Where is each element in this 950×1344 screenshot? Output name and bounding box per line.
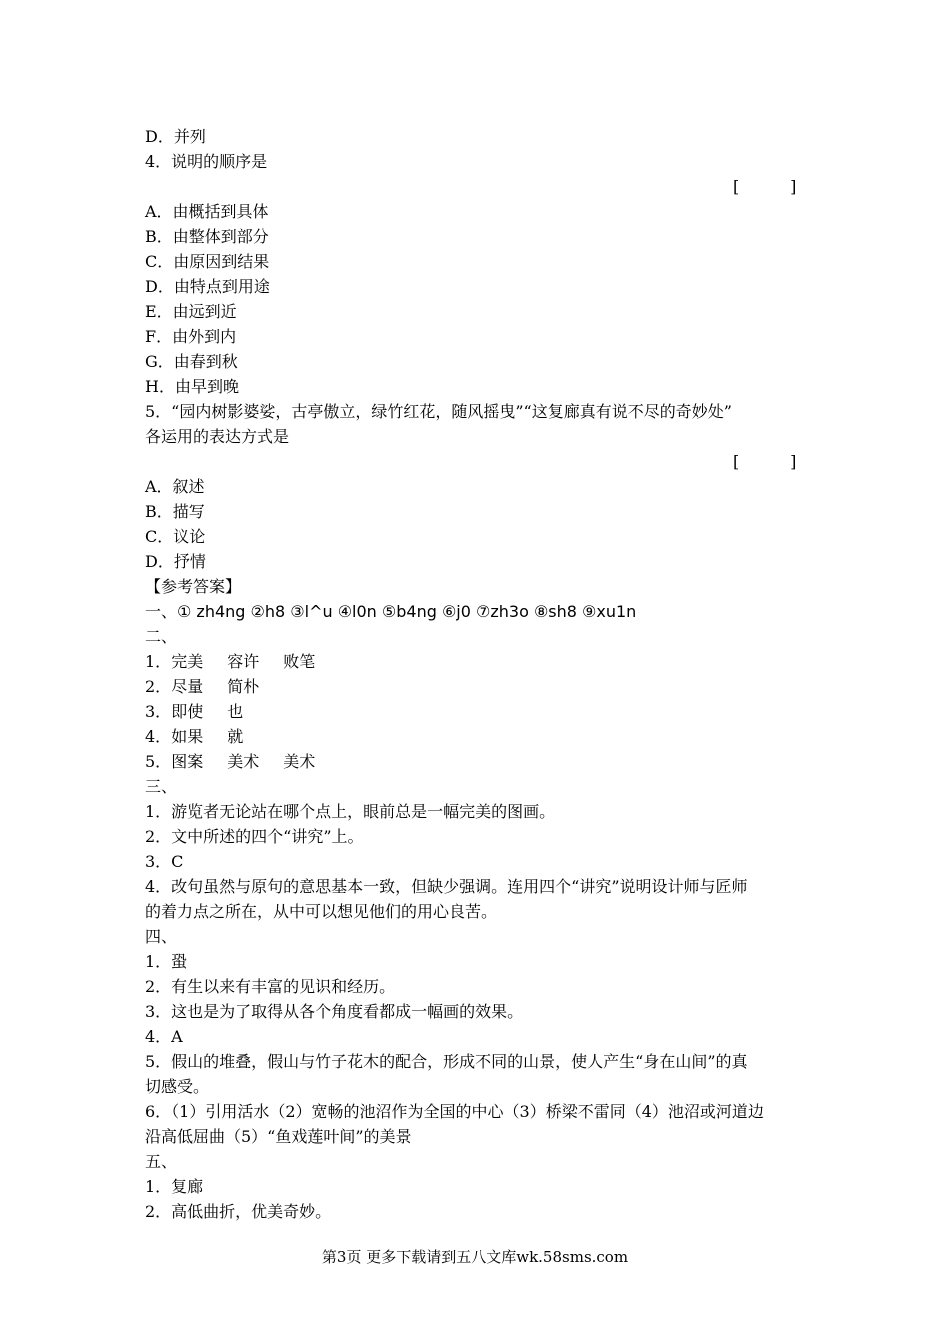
q5-option-d: D．抒情 [145, 552, 206, 571]
q4-option-b: B．由整体到部分 [145, 227, 269, 246]
answers-part3-item1: 1．游览者无论站在哪个点上，眼前总是一幅完美的图画。 [145, 802, 556, 821]
row-number: 4． [145, 727, 172, 746]
q5-stem-line1: 5．“园内树影婆娑，古亭傲立，绿竹红花，随风摇曳”“这复廊真有说不尽的奇妙处” [145, 402, 732, 421]
answers-part5-item2: 2．高低曲折，优美奇妙。 [145, 1202, 332, 1221]
word: 图案 [171, 752, 204, 771]
answers-part5-label: 五、 [145, 1152, 178, 1171]
answers-part4-item5-line2: 切感受。 [145, 1077, 210, 1096]
answers-part4-label: 四、 [145, 927, 178, 946]
q5-option-b: B．描写 [145, 502, 205, 521]
answers-part1-pinyin: 一、① zh4ng ②h8 ③l^u ④l0n ⑤b4ng ⑥j0 ⑦zh3o ⑧sh8 ⑨xu1n [145, 602, 637, 621]
q5-answer-bracket: [ ] [733, 452, 797, 471]
q4-option-h: H．由早到晚 [145, 377, 239, 396]
answers-part3-item4-line1: 4．改句虽然与原句的意思基本一致，但缺少强调。连用四个“讲究”说明设计师与匠师 [145, 877, 748, 896]
word: 即使 [171, 702, 204, 721]
word: 简朴 [227, 677, 260, 696]
row-number: 1． [145, 652, 172, 671]
answers-part2-row [145, 699, 810, 724]
q4-option-c: C．由原因到结果 [145, 252, 270, 271]
q5-stem-line2: 各运用的表达方式是 [145, 427, 290, 446]
answers-part3-item2: 2．文中所述的四个“讲究”上。 [145, 827, 364, 846]
answers-part2-row [145, 674, 810, 699]
word: 如果 [171, 727, 204, 746]
answers-part2-row [145, 749, 810, 774]
q4-stem: 4．说明的顺序是 [145, 152, 268, 171]
answers-part2-row [145, 649, 810, 674]
word: 美术 [227, 752, 260, 771]
word: 完美 [171, 652, 204, 671]
word: 容许 [227, 652, 260, 671]
answers-part3-item3: 3．C [145, 852, 184, 871]
answers-part4-item3: 3．这也是为了取得从各个角度看都成一幅画的效果。 [145, 1002, 524, 1021]
answers-part4-item2: 2．有生以来有丰富的见识和经历。 [145, 977, 396, 996]
row-number: 2． [145, 677, 172, 696]
answers-part3-label: 三、 [145, 777, 178, 796]
answers-part2-row [145, 724, 810, 749]
word: 败笔 [283, 652, 316, 671]
word: 也 [227, 702, 244, 721]
answers-part3-item4-line2: 的着力点之所在，从中可以想见他们的用心良苦。 [145, 902, 498, 921]
q4-answer-bracket: [ ] [733, 177, 797, 196]
answers-heading: 【参考答案】 [145, 577, 242, 596]
page-footer: 第3页 更多下载请到五八文库wk.58sms.com [321, 1248, 629, 1266]
word: 尽量 [171, 677, 204, 696]
q4-option-d: D．由特点到用途 [145, 277, 270, 296]
answers-part2-label: 二、 [145, 627, 178, 646]
q4-option-a: A．由概括到具体 [145, 202, 269, 221]
answers-part5-item1: 1．复廊 [145, 1177, 204, 1196]
q4-option-e: E．由远到近 [145, 302, 237, 321]
word: 就 [227, 727, 244, 746]
q5-option-c: C．议论 [145, 527, 206, 546]
word: 美术 [283, 752, 316, 771]
q4-option-g: G．由春到秋 [145, 352, 238, 371]
answers-part4-item5-line1: 5．假山的堆叠，假山与竹子花木的配合，形成不同的山景，使人产生“身在山间”的真 [145, 1052, 748, 1071]
q5-option-a: A．叙述 [145, 477, 205, 496]
row-number: 3． [145, 702, 172, 721]
answers-part4-item6-line1: 6．（1）引用活水（2）宽畅的池沼作为全国的中心（3）桥梁不雷同（4）池沼或河道边 [145, 1102, 764, 1121]
answers-part4-item4: 4．A [145, 1027, 183, 1046]
answers-part4-item1: 1．蛩 [145, 952, 188, 971]
q3-option-d: D．并列 [145, 127, 206, 146]
q4-option-f: F．由外到内 [145, 327, 237, 346]
answers-part4-item6-line2: 沿高低屈曲（5）“鱼戏莲叶间”的美景 [145, 1127, 412, 1146]
row-number: 5． [145, 752, 172, 771]
